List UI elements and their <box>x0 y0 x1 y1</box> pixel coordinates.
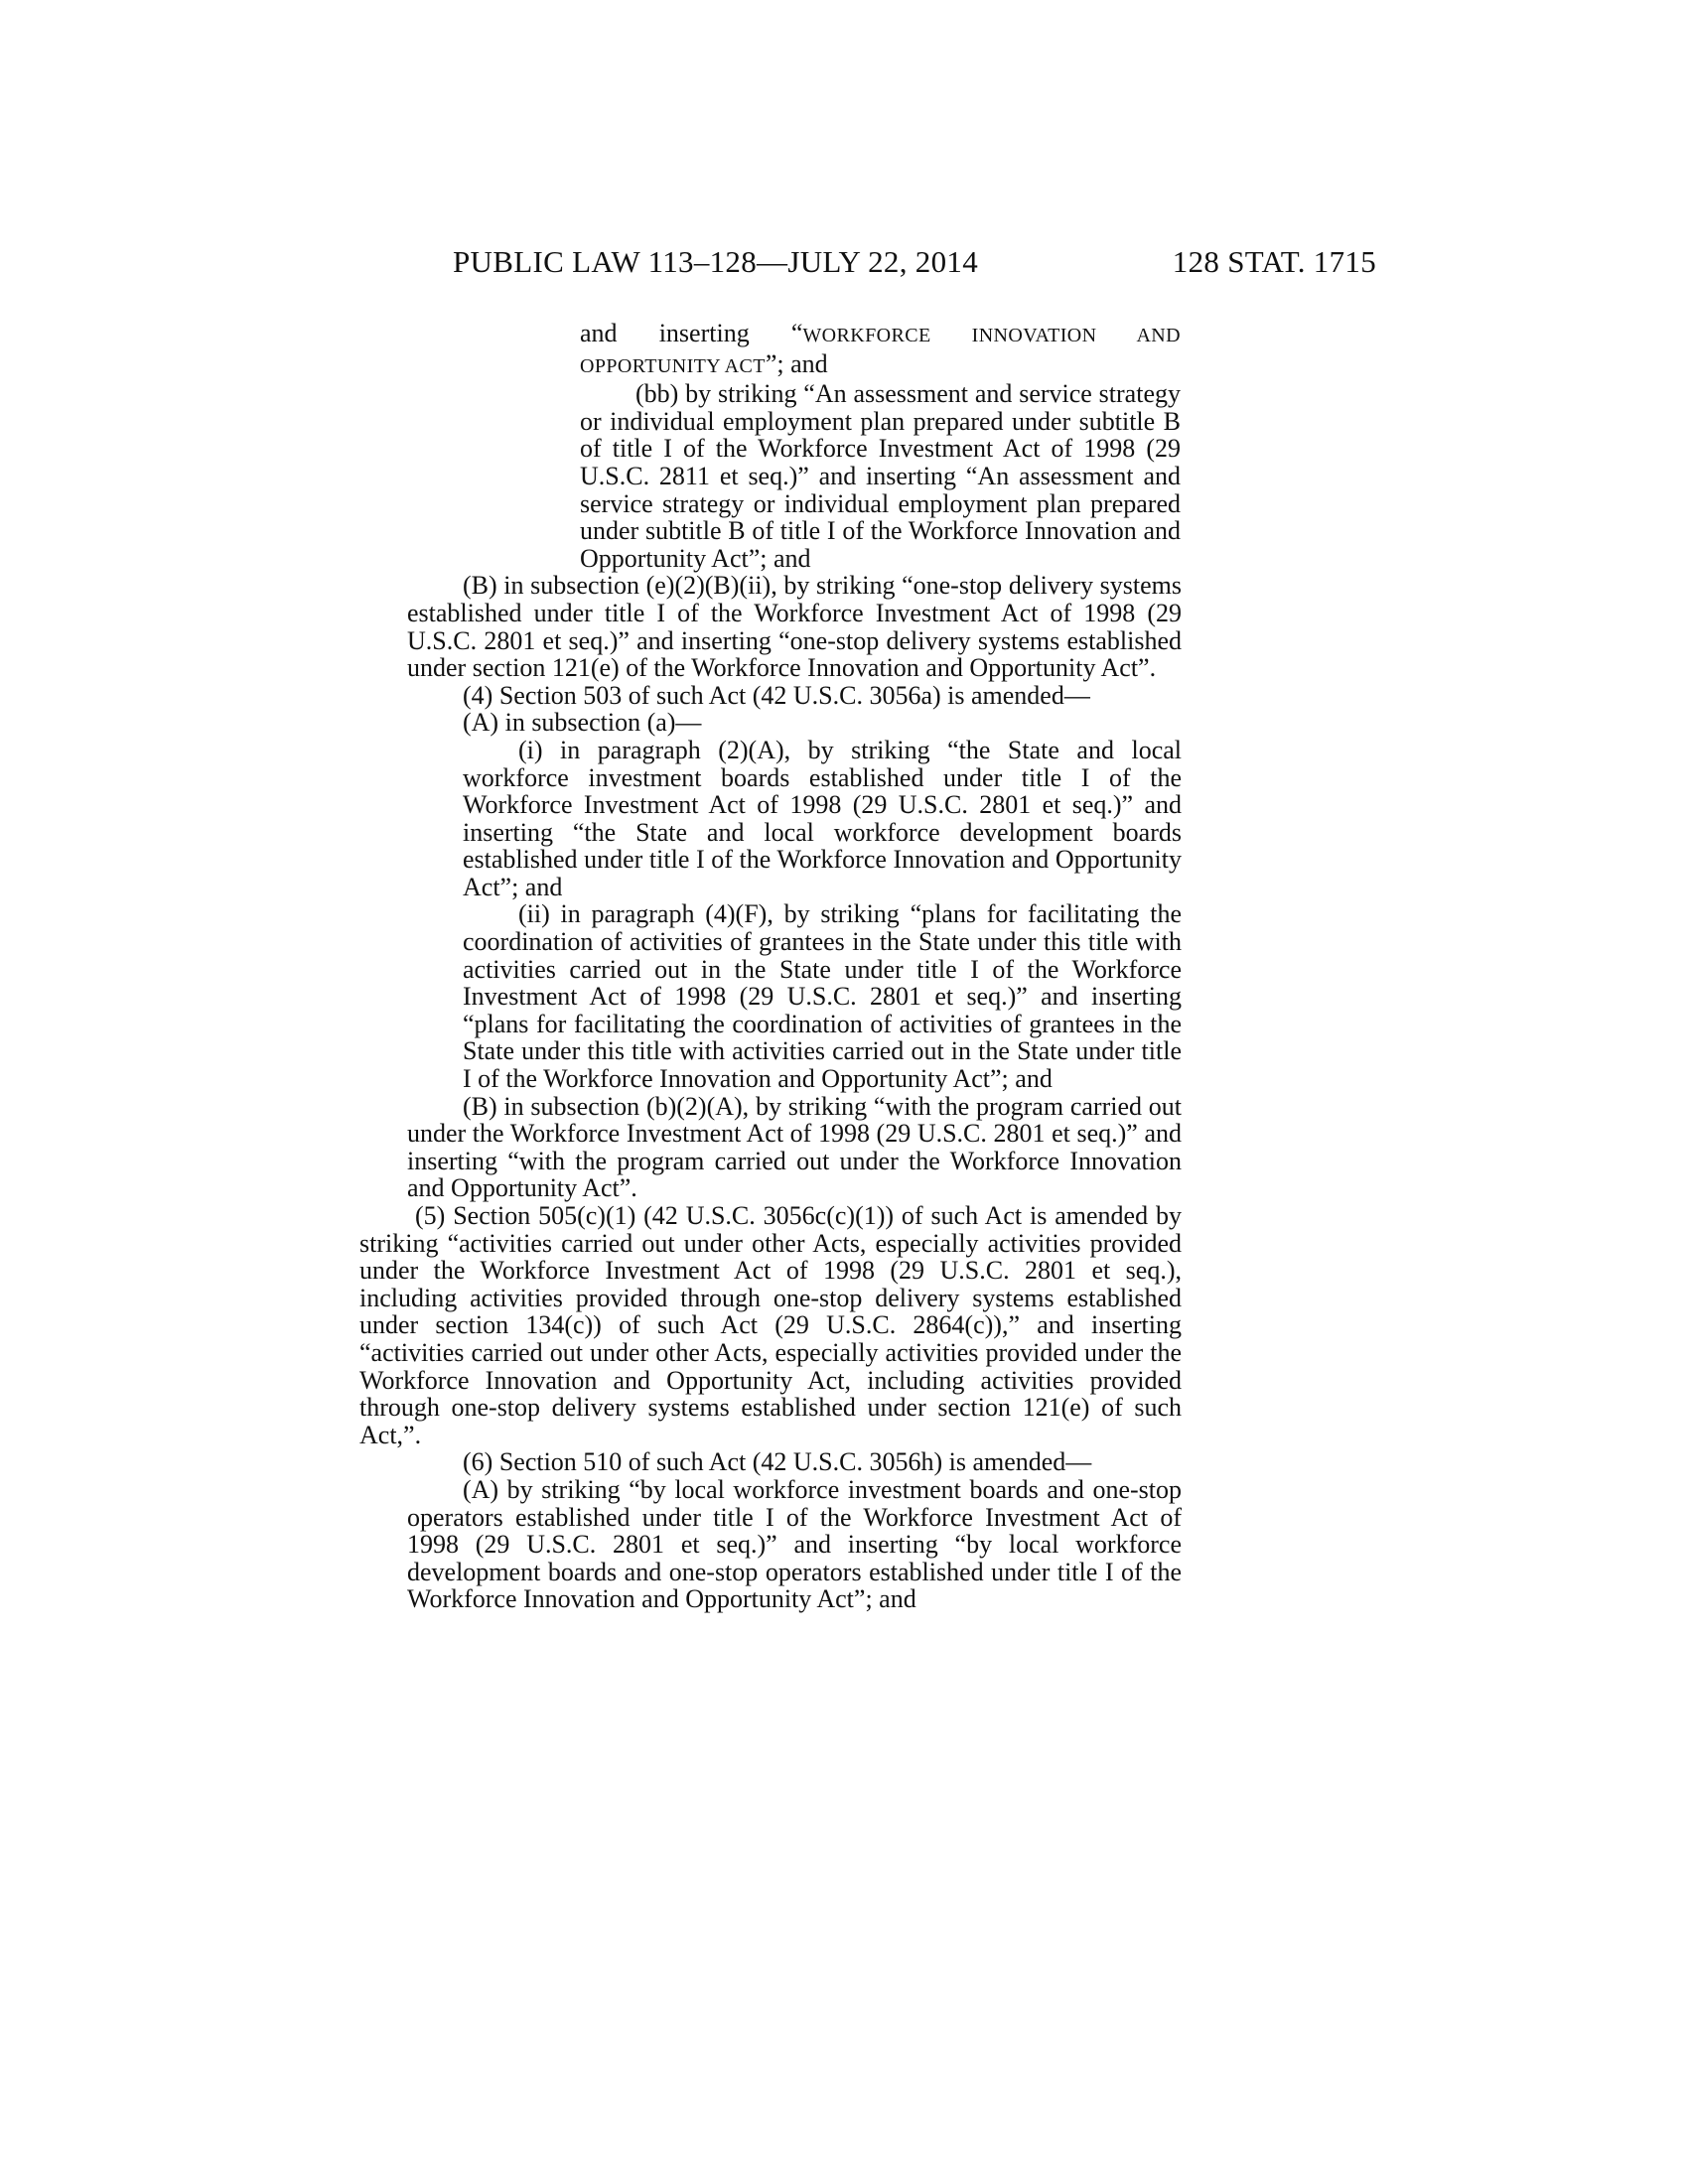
page-header <box>453 244 1376 284</box>
act-name-small-caps: WORKFORCE INNOVATION AND OPPORTUNITY ACT <box>580 325 1181 377</box>
subparagraph-A-510: (A) by striking “by local workforce investment boards and one-stop operators established under title I of the Workforce Investment Act of 1998 (29 U.S.C. 2801 et seq.)” and inserting “by local workforce development boards and one-stop operators established under title I of the Workforce Innovation and Opportunity Act”; and <box>407 1474 1182 1614</box>
paragraph-continuation: and inserting “WORKFORCE INNOVATION AND OPPORTUNITY ACT”; and <box>580 319 1181 378</box>
clause-bb: (bb) by striking “An assessment and service strategy or individual employment plan prepared under subtitle B of title I of the Workforce Investment Act of 1998 (29 U.S.C. 2811 et seq.)” and inserting “An assessment and service strategy or individual employment plan prepared under subtitle B of title I of the Workforce Innovation and Opportunity Act”; and <box>580 379 1181 573</box>
paragraph-6: (6) Section 510 of such Act (42 U.S.C. 3056h) is amended— <box>463 1447 1092 1477</box>
subparagraph-B-b2A: (B) in subsection (b)(2)(A), by striking “with the program carried out under the Workforce Investment Act of 1998 (29 U.S.C. 2801 et seq.)” and inserting “with the program carried out under the Workforce Innovation and Opportunity Act”. <box>407 1091 1182 1203</box>
paragraph-4: (4) Section 503 of such Act (42 U.S.C. 3056a) is amended— <box>463 680 1090 710</box>
subparagraph-B-e2Bii: (B) in subsection (e)(2)(B)(ii), by striking “one-stop delivery systems established under title I of the Workforce Investment Act of 1998 (29 U.S.C. 2801 et seq.)” and inserting “one-stop delivery systems established under section 121(e) of the Workforce Innovation and Opportunity Act”. <box>407 571 1182 683</box>
clause-ii: (ii) in paragraph (4)(F), by striking “plans for facilitating the coordination of activities of grantees in the State under this title with activities carried out in the State under title I of the Workforce Investment Act of 1998 (29 U.S.C. 2801 et seq.)” and inserting “plans for facilitating the coordination of activities of grantees in the State under this title with activities carried out in the State under title I of the Workforce Innovation and Opportunity Act”; and <box>463 899 1182 1094</box>
paragraph-5: (5) Section 505(c)(1) (42 U.S.C. 3056c(c)(1)) of such Act is amended by striking “activities carried out under other Acts, especially activities provided under the Workforce Investment Act of 1998 (29 U.S.C. 2801 et seq.), including activities provided through one-stop delivery systems established under section 134(c)) of such Act (29 U.S.C. 2864(c)),” and inserting “activities carried out under other Acts, especially activities provided under the Workforce Innovation and Opportunity Act, including activities provided through one-stop delivery systems established under section 121(e) of such Act,”. <box>359 1201 1182 1449</box>
subparagraph-A: (A) in subsection (a)— <box>463 708 702 738</box>
clause-i: (i) in paragraph (2)(A), by striking “the State and local workforce investment boards established under title I of the Workforce Investment Act of 1998 (29 U.S.C. 2801 et seq.)” and inserting “the State and local workforce development boards established under title I of the Workforce Innovation and Opportunity Act”; and <box>463 735 1182 901</box>
statute-page-number: 128 STAT. 1715 <box>1172 244 1376 279</box>
statute-body <box>0 320 1688 1613</box>
running-head-title: PUBLIC LAW 113–128—JULY 22, 2014 <box>453 244 979 279</box>
